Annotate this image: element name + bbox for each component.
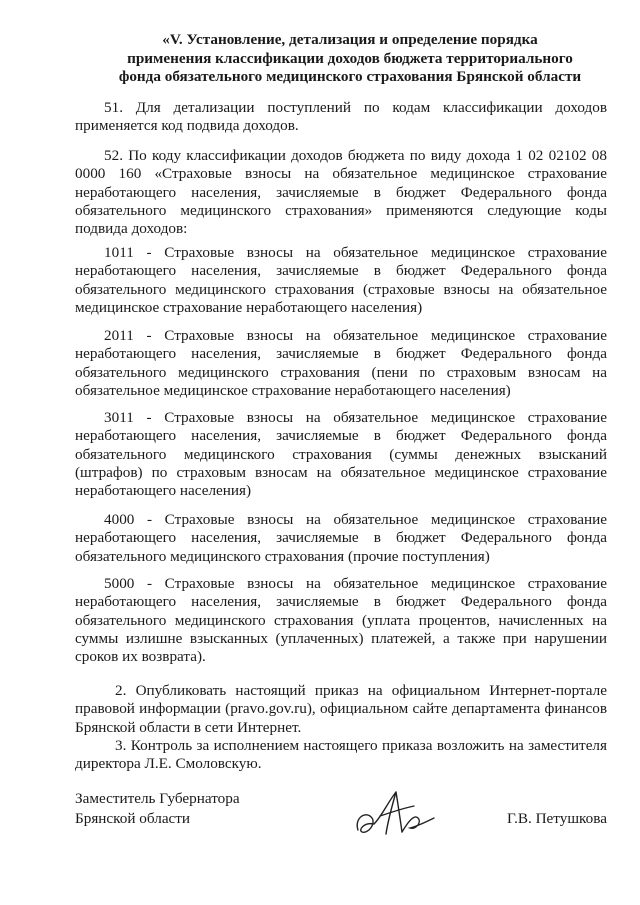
code-5000-paragraph: 5000 - Страховые взносы на обязательное медицинское страхование неработающего населения, зачисляемые в бюджет Федерального фонда обязательного медицинского страхования (уплата процентов, начисленных на суммы излишне взысканных (уплаченных) платежей, а также при нарушении сроков их возврата).: [75, 575, 607, 666]
handwritten-signature: [352, 788, 442, 840]
item-2-paragraph: 2. Опубликовать настоящий приказ на официальном Интернет-портале правовой информации (pravo.gov.ru), официальном сайте департамента финансов Брянской области в сети Интернет.: [75, 682, 607, 736]
section-heading: [90, 31, 610, 87]
paragraph-51: 51. Для детализации поступлений по кодам классификации доходов применяется код подвида доходов.: [75, 99, 607, 135]
signatory-name: Г.В. Петушкова: [507, 810, 607, 827]
heading-line-3: фонда обязательного медицинского страхования Брянской области: [118, 68, 582, 86]
paragraph-52: 52. По коду классификации доходов бюджета по виду дохода 1 02 02102 08 0000 160 «Страховые взносы на обязательное медицинское страхование неработающего населения, зачисляемые в бюджет Федерального фонда обязательного медицинского страхования» применяются следующие коды подвида доходов:: [75, 147, 607, 238]
code-3011-paragraph: 3011 - Страховые взносы на обязательное медицинское страхование неработающего населения, зачисляемые в бюджет Федерального фонда обязательного медицинского страхования (суммы денежных взысканий (штрафов) по страховым взносам на обязательное медицинское страхование неработающего населения): [75, 409, 607, 500]
code-2011-paragraph: 2011 - Страховые взносы на обязательное медицинское страхование неработающего населения, зачисляемые в бюджет Федерального фонда обязательного медицинского страхования (пени по страховым взносам на обязательное медицинское страхование неработающего населения): [75, 327, 607, 399]
item-3-paragraph: 3. Контроль за исполнением настоящего приказа возложить на заместителя директора Л.Е. Смоловскую.: [75, 737, 607, 773]
heading-line-1: «V. Установление, детализация и определение порядка: [162, 31, 538, 48]
signatory-position-line-1: Заместитель Губернатора: [75, 790, 240, 807]
code-4000-paragraph: 4000 - Страховые взносы на обязательное медицинское страхование неработающего населения, зачисляемые в бюджет Федерального фонда обязательного медицинского страхования (прочие поступления): [75, 511, 607, 565]
heading-line-2: применения классификации доходов бюджета территориального: [127, 49, 573, 67]
signatory-position: [75, 789, 240, 829]
code-1011-paragraph: 1011 - Страховые взносы на обязательное медицинское страхование неработающего населения, зачисляемые в бюджет Федерального фонда обязательного медицинского страхования (страховые взносы на обязательное медицинское страхование неработающего населения): [75, 244, 607, 316]
signatory-position-line-2: Брянской области: [75, 810, 191, 827]
